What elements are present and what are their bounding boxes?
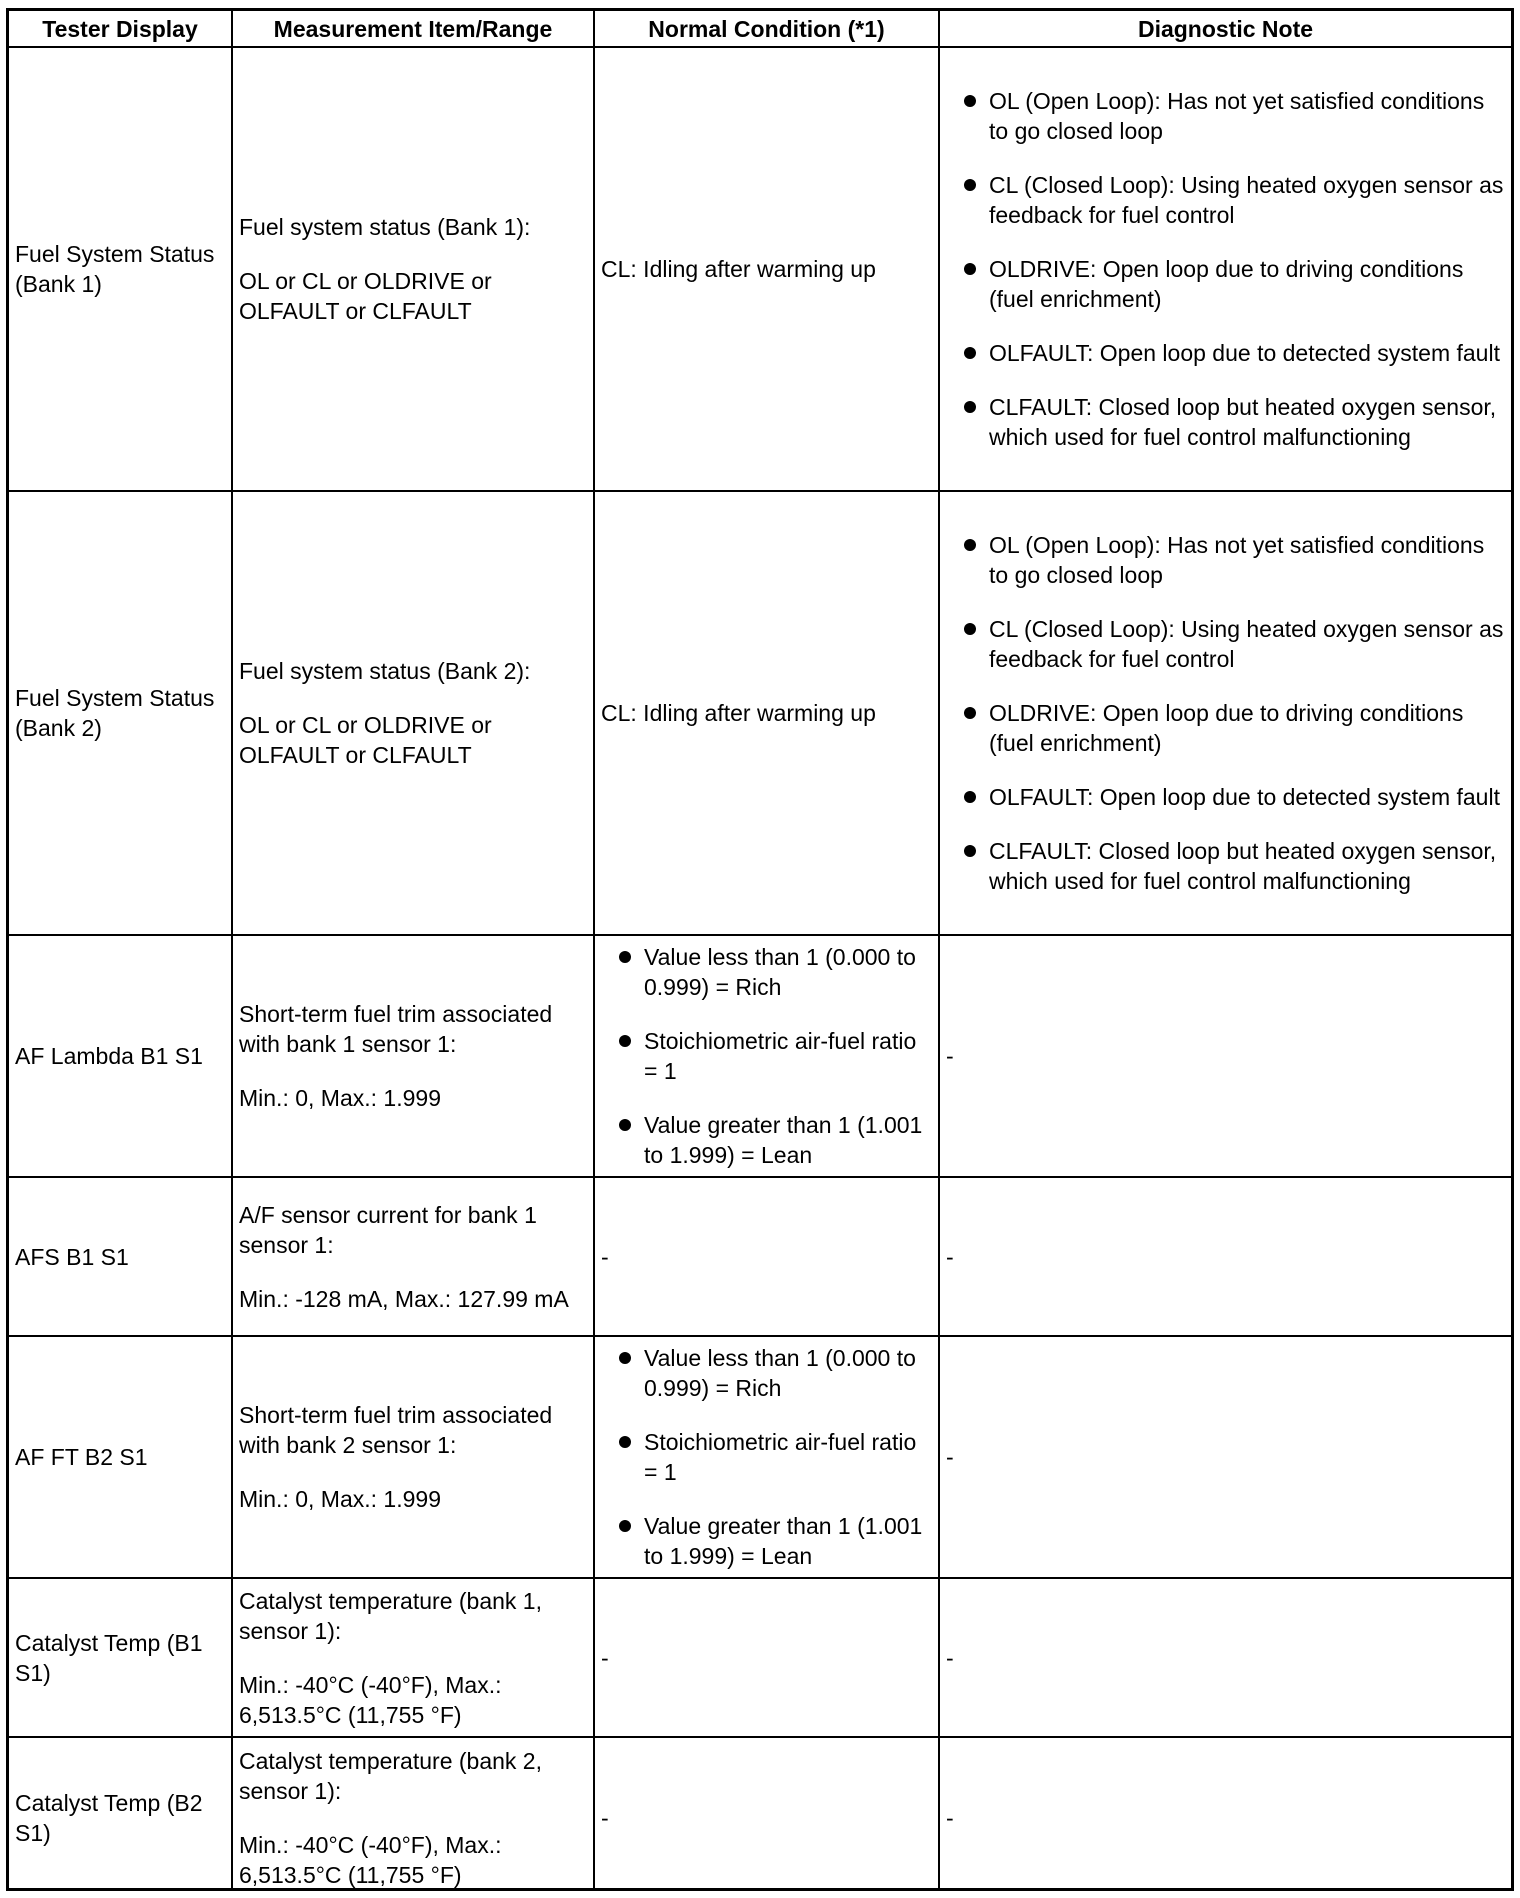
measurement-range: Min.: -40°C (-40°F), Max.: 6,513.5°C (11,755 °F) [239, 1831, 502, 1888]
measurement-text: Short-term fuel trim associated with bank 1 sensor 1: [239, 1001, 553, 1057]
measurement-range: Min.: 0, Max.: 1.999 [239, 1085, 441, 1111]
tester-display-cell: AF FT B2 S1 [9, 1337, 233, 1579]
measurement-cell [233, 492, 595, 936]
measurement-range: OL or CL or OLDRIVE or OLFAULT or CLFAULT [239, 712, 492, 768]
header-diagnostic-note: Diagnostic Note [940, 11, 1511, 48]
list-item: OLFAULT: Open loop due to detected system fault [956, 782, 1505, 812]
measurement-cell [233, 48, 595, 492]
measurement-text: Fuel system status (Bank 1): [239, 214, 531, 240]
measurement-text: Catalyst temperature (bank 1, sensor 1): [239, 1587, 542, 1644]
list-item: CLFAULT: Closed loop but heated oxygen sensor, which used for fuel control malfunctioning [956, 836, 1505, 896]
header-tester-display: Tester Display [9, 11, 233, 48]
list-item: Value greater than 1 (1.001 to 1.999) = Lean [611, 1511, 932, 1571]
normal-condition-cell [595, 1337, 940, 1579]
normal-condition-cell [595, 936, 940, 1178]
table-grid [9, 11, 1511, 1888]
measurement-range: OL or CL or OLDRIVE or OLFAULT or CLFAULT [239, 268, 492, 324]
list-item: CL (Closed Loop): Using heated oxygen sensor as feedback for fuel control [956, 170, 1505, 230]
measurement-cell [233, 1337, 595, 1579]
normal-condition-cell: - [595, 1178, 940, 1337]
measurement-range: Min.: -40°C (-40°F), Max.: 6,513.5°C (11,755 °F) [239, 1671, 502, 1728]
diagnostic-note-cell: - [940, 1579, 1511, 1738]
list-item: Value less than 1 (0.000 to 0.999) = Rich [611, 942, 932, 1002]
list-item: OLDRIVE: Open loop due to driving conditions (fuel enrichment) [956, 698, 1505, 758]
normal-condition-cell: CL: Idling after warming up [595, 48, 940, 492]
diagnostic-note-cell: - [940, 1337, 1511, 1579]
diagnostic-note-cell: - [946, 1804, 954, 1831]
diagnostic-note-cell: - [940, 1178, 1511, 1337]
tester-display-cell: Fuel System Status (Bank 1) [9, 48, 233, 492]
data-list-table [6, 8, 1514, 1891]
tester-display-cell: AF Lambda B1 S1 [9, 936, 233, 1178]
measurement-range: Min.: 0, Max.: 1.999 [239, 1486, 441, 1512]
diagnostic-note-cell [940, 48, 1511, 492]
list-item: Stoichiometric air-fuel ratio = 1 [611, 1026, 932, 1086]
diagnostic-note-list [956, 86, 1505, 452]
tester-display-cell: AFS B1 S1 [9, 1178, 233, 1337]
normal-condition-cell: - [595, 1738, 940, 1891]
list-item: CLFAULT: Closed loop but heated oxygen sensor, which used for fuel control malfunctioning [956, 392, 1505, 452]
list-item: Value greater than 1 (1.001 to 1.999) = Lean [611, 1110, 932, 1170]
normal-condition-cell: - [595, 1579, 940, 1738]
measurement-cell [233, 936, 595, 1178]
measurement-text: Catalyst temperature (bank 2, sensor 1): [239, 1747, 542, 1804]
measurement-cell [233, 1579, 595, 1738]
diagnostic-note-list [956, 530, 1505, 896]
list-item: OL (Open Loop): Has not yet satisfied conditions to go closed loop [956, 86, 1505, 146]
normal-condition-list [611, 1343, 932, 1571]
list-item: OLFAULT: Open loop due to detected system fault [956, 338, 1505, 368]
measurement-range: Min.: -128 mA, Max.: 127.99 mA [239, 1285, 569, 1312]
measurement-text: Fuel system status (Bank 2): [239, 658, 531, 684]
measurement-cell [233, 1738, 595, 1891]
tester-display-cell: Catalyst Temp (B1 S1) [9, 1579, 233, 1738]
normal-condition-list [611, 942, 932, 1170]
tester-display-cell: Catalyst Temp (B2 S1) [9, 1738, 233, 1891]
measurement-text: A/F sensor current for bank 1 sensor 1: [239, 1201, 537, 1258]
list-item: OL (Open Loop): Has not yet satisfied conditions to go closed loop [956, 530, 1505, 590]
measurement-text: Short-term fuel trim associated with bank 2 sensor 1: [239, 1402, 553, 1458]
list-item: Stoichiometric air-fuel ratio = 1 [611, 1427, 932, 1487]
measurement-cell [233, 1178, 595, 1337]
list-item: OLDRIVE: Open loop due to driving conditions (fuel enrichment) [956, 254, 1505, 314]
header-measurement-item: Measurement Item/Range [233, 11, 595, 48]
diagnostic-note-cell [940, 492, 1511, 936]
header-normal-condition: Normal Condition (*1) [595, 11, 940, 48]
list-item: Value less than 1 (0.000 to 0.999) = Rich [611, 1343, 932, 1403]
normal-condition-cell: CL: Idling after warming up [595, 492, 940, 936]
diagnostic-note-cell: - [940, 936, 1511, 1178]
tester-display-cell: Fuel System Status (Bank 2) [9, 492, 233, 936]
list-item: CL (Closed Loop): Using heated oxygen sensor as feedback for fuel control [956, 614, 1505, 674]
